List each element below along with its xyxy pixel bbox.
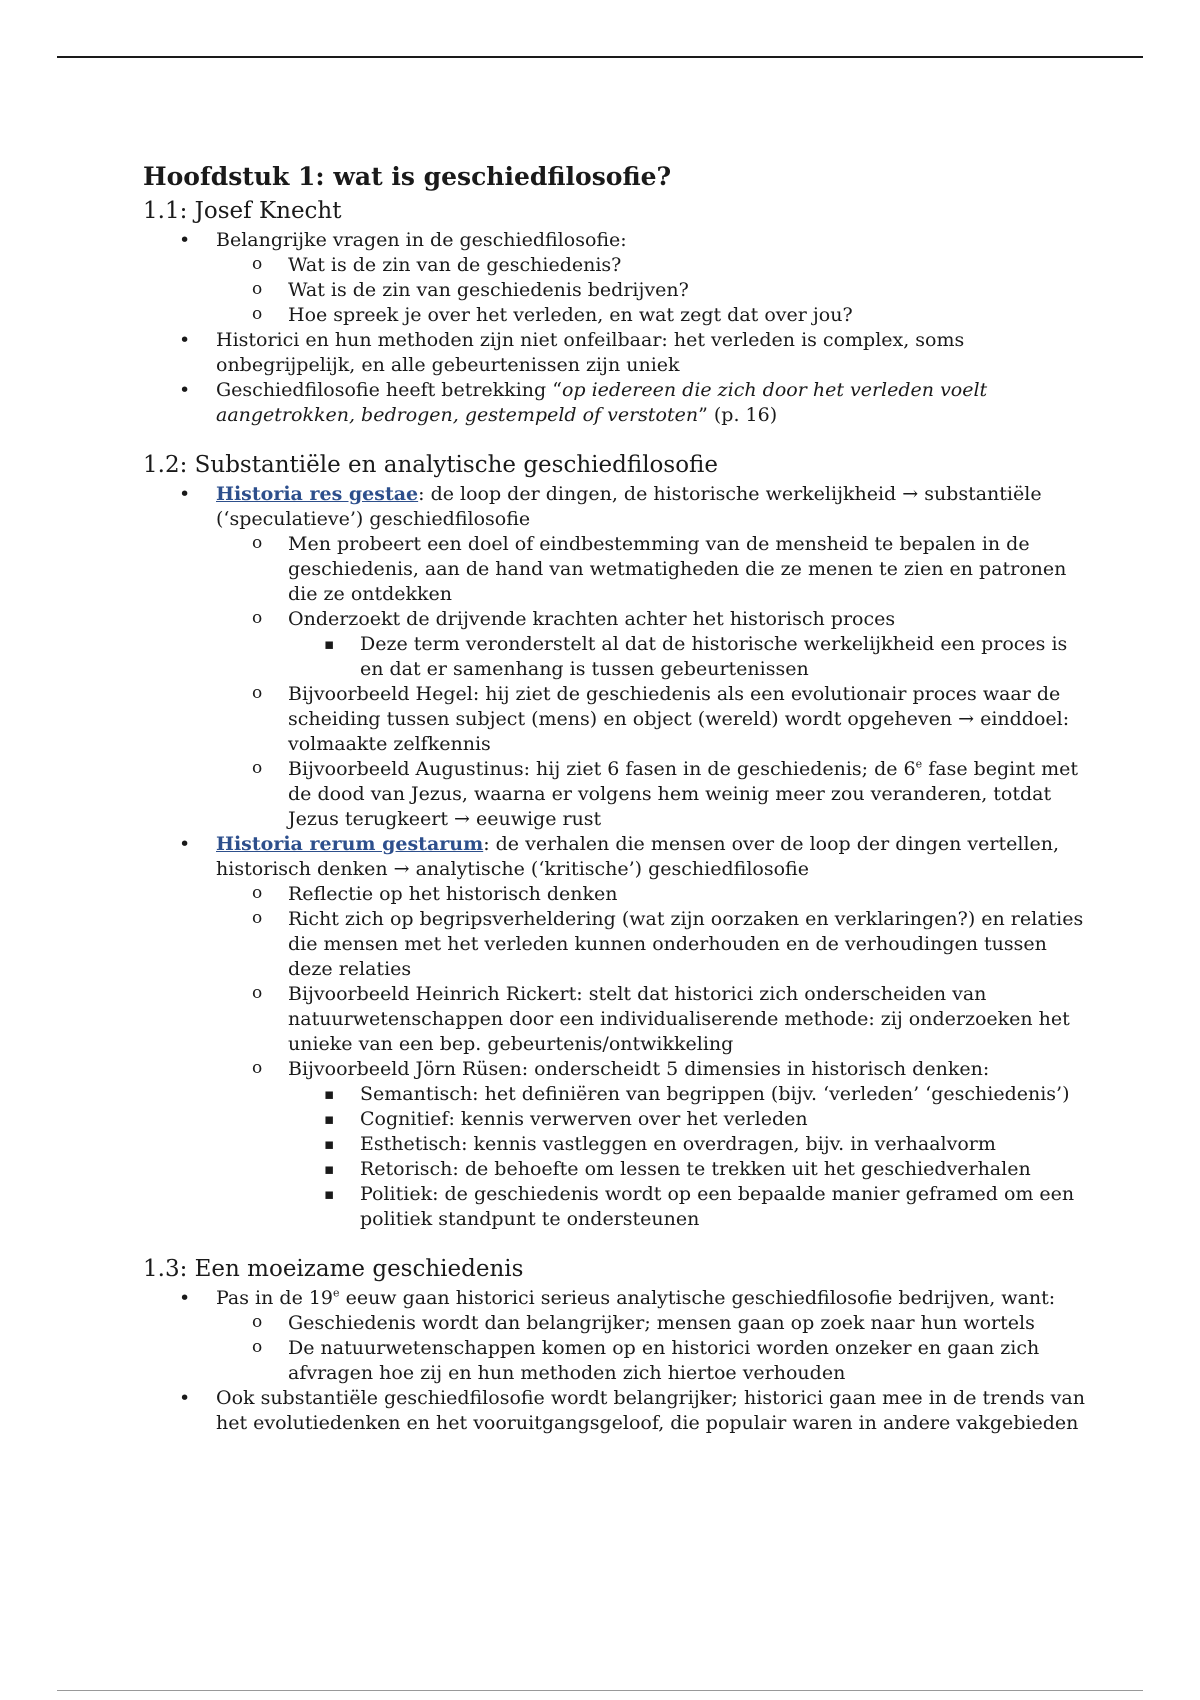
sub-list — [216, 532, 1093, 832]
section-heading-1-2: 1.2: Substantiële en analytische geschiedfilosofie — [143, 452, 718, 478]
section-1-1-list — [143, 228, 1093, 428]
section-heading-1-1: 1.1: Josef Knecht — [143, 198, 342, 224]
section-1-3-list — [143, 1286, 1093, 1436]
section-1-2-list — [143, 482, 1093, 1232]
sub-list-item: o Bijvoorbeeld Heinrich Rickert: stelt dat historici zich onderscheiden van natuurwetenschappen door een individualiserende methode: zij onderzoeken het unieke van een bep. gebeurtenis/ontwikkeling — [216, 982, 1093, 1057]
sub-list-item: o Men probeert een doel of eindbestemming van de mensheid te bepalen in de geschiedenis, aan de hand van wetmatigheden die ze menen te zien en patronen die ze ontdekken — [216, 532, 1093, 607]
bottom-rule — [57, 1690, 1143, 1691]
sub-list-item: o Wat is de zin van geschiedenis bedrijven? — [216, 278, 1093, 303]
term-link-res-gestae[interactable]: Historia res gestae — [216, 483, 419, 505]
sub-sub-list-item: ▪ Politiek: de geschiedenis wordt op een bepaalde manier geframed om een politiek standpunt te ondersteunen — [288, 1182, 1093, 1232]
sub-sub-list-item: ▪ Esthetisch: kennis vastleggen en overdragen, bijv. in verhaalvorm — [288, 1132, 1093, 1157]
list-item: • Belangrijke vragen in de geschiedfilosofie: o Wat is de zin van de geschiedenis? o Wat is de zin van geschiedenis bedrijven? o Hoe spreek je over het verleden, en wat zegt dat over jou? — [143, 228, 1093, 328]
sub-list-item: o Bijvoorbeeld Hegel: hij ziet de geschiedenis als een evolutionair proces waar de scheiding tussen subject (mens) en object (wereld) wordt opgeheven → einddoel: volmaakte zelfkennis — [216, 682, 1093, 757]
sub-list-item: o Richt zich op begripsverheldering (wat zijn oorzaken en verklaringen?) en relaties die mensen met het verleden kunnen onderhouden en de verhoudingen tussen deze relaties — [216, 907, 1093, 982]
list-item: • Pas in de 19e eeuw gaan historici serieus analytische geschiedfilosofie bedrijven, want: o Geschiedenis wordt dan belangrijker; mensen gaan op zoek naar hun wortels o De natuurwetenschappen komen op en historici worden onzeker en gaan zich afvragen hoe zij en hun methoden zich hiertoe verhouden — [143, 1286, 1093, 1386]
sub-list-item: o Onderzoekt de drijvende krachten achter het historisch proces ▪ Deze term veronderstelt al dat de historische werkelijkheid een proces is en dat er samenhang is tussen gebeurtenissen — [216, 607, 1093, 682]
sub-sub-list — [288, 632, 1093, 682]
sub-list-item: o De natuurwetenschappen komen op en historici worden onzeker en gaan zich afvragen hoe zij en hun methoden zich hiertoe verhouden — [216, 1336, 1093, 1386]
chapter-title: Hoofdstuk 1: wat is geschiedfilosofie? — [143, 162, 672, 191]
sub-list — [216, 882, 1093, 1232]
sub-list-item: o Reflectie op het historisch denken — [216, 882, 1093, 907]
document-body — [143, 160, 1093, 1436]
sub-sub-list-item: ▪ Cognitief: kennis verwerven over het verleden — [288, 1107, 1093, 1132]
sub-list-item: o Wat is de zin van de geschiedenis? — [216, 253, 1093, 278]
sub-sub-list-item: ▪ Semantisch: het definiëren van begrippen (bijv. ‘verleden’ ‘geschiedenis’) — [288, 1082, 1093, 1107]
list-item: • Historia res gestae: de loop der dingen, de historische werkelijkheid → substantiële (‘speculatieve’) geschiedfilosofie o Men probeert een doel of eindbestemming van de mensheid te bepalen in de geschiedenis, aan de hand van wetmatigheden die ze menen te zien en patronen die ze ontdekken o Onderzoekt de drijvende krachten achter het historisch proces ▪ Deze term veronderstelt al dat de historische werkelijkheid een proces is en dat er samenhang is tussen gebeurtenissen o Bijvoorbeeld Hegel: hij ziet de geschiedenis als een evolutionair proces waar de scheiding tussen subject (mens) en object (wereld) wordt opgeheven → einddoel: volmaakte zelfkennis o Bijvoorbeeld Augustinus: hij ziet 6 fasen in de geschiedenis; de 6e fase begint met de dood van Jezus, waarna er volgens hem weinig meer zou veranderen, totdat Jezus terugkeert → eeuwige rust — [143, 482, 1093, 832]
sub-list — [216, 253, 1093, 328]
sub-list — [216, 1311, 1093, 1386]
list-item: • Historici en hun methoden zijn niet onfeilbaar: het verleden is complex, soms onbegrijpelijk, en alle gebeurtenissen zijn uniek — [143, 328, 1093, 378]
sub-sub-list-item: ▪ Retorisch: de behoefte om lessen te trekken uit het geschiedverhalen — [288, 1157, 1093, 1182]
top-rule — [57, 56, 1143, 58]
sub-sub-list — [288, 1082, 1093, 1232]
quote: op iedereen die zich door het verleden voelt aangetrokken, bedrogen, gestempeld of verstoten — [216, 379, 988, 426]
sub-list-item: o Bijvoorbeeld Augustinus: hij ziet 6 fasen in de geschiedenis; de 6e fase begint met de dood van Jezus, waarna er volgens hem weinig meer zou veranderen, totdat Jezus terugkeert → eeuwige rust — [216, 757, 1093, 832]
sub-list-item: o Geschiedenis wordt dan belangrijker; mensen gaan op zoek naar hun wortels — [216, 1311, 1093, 1336]
sub-list-item: o Bijvoorbeeld Jörn Rüsen: onderscheidt 5 dimensies in historisch denken: ▪ Semantisch: het definiëren van begrippen (bijv. ‘verleden’ ‘geschiedenis’) ▪ Cognitief: kennis verwerven over het verleden ▪ Esthetisch: kennis vastleggen en overdragen, bijv. in verhaalvorm ▪ Retorisch: de behoefte om lessen te trekken uit het geschiedverhalen ▪ Politiek: de geschiedenis wordt op een bepaalde manier geframed om een politiek standpunt te ondersteunen — [216, 1057, 1093, 1232]
sub-list-item: o Hoe spreek je over het verleden, en wat zegt dat over jou? — [216, 303, 1093, 328]
sub-sub-list-item: ▪ Deze term veronderstelt al dat de historische werkelijkheid een proces is en dat er samenhang is tussen gebeurtenissen — [288, 632, 1093, 682]
list-item: • Historia rerum gestarum: de verhalen die mensen over de loop der dingen vertellen, historisch denken → analytische (‘kritische’) geschiedfilosofie o Reflectie op het historisch denken o Richt zich op begripsverheldering (wat zijn oorzaken en verklaringen?) en relaties die mensen met het verleden kunnen onderhouden en de verhoudingen tussen deze relaties o Bijvoorbeeld Heinrich Rickert: stelt dat historici zich onderscheiden van natuurwetenschappen door een individualiserende methode: zij onderzoeken het unieke van een bep. gebeurtenis/ontwikkeling o Bijvoorbeeld Jörn Rüsen: onderscheidt 5 dimensies in historisch denken: ▪ Semantisch: het definiëren van begrippen (bijv. ‘verleden’ ‘geschiedenis’) ▪ Cognitief: kennis verwerven over het verleden ▪ Esthetisch: kennis vastleggen en overdragen, bijv. in verhaalvorm ▪ Retorisch: de behoefte om lessen te trekken uit het geschiedverhalen ▪ Politiek: de geschiedenis wordt op een bepaalde manier geframed om een politiek standpunt te ondersteunen — [143, 832, 1093, 1232]
term-link-rerum-gestarum[interactable]: Historia rerum gestarum — [216, 833, 484, 855]
list-item: • Geschiedfilosofie heeft betrekking “op iedereen die zich door het verleden voelt aangetrokken, bedrogen, gestempeld of verstoten” (p. 16) — [143, 378, 1093, 428]
section-heading-1-3: 1.3: Een moeizame geschiedenis — [143, 1256, 524, 1282]
list-item: • Ook substantiële geschiedfilosofie wordt belangrijker; historici gaan mee in de trends van het evolutiedenken en het vooruitgangsgeloof, die populair waren in andere vakgebieden — [143, 1386, 1093, 1436]
